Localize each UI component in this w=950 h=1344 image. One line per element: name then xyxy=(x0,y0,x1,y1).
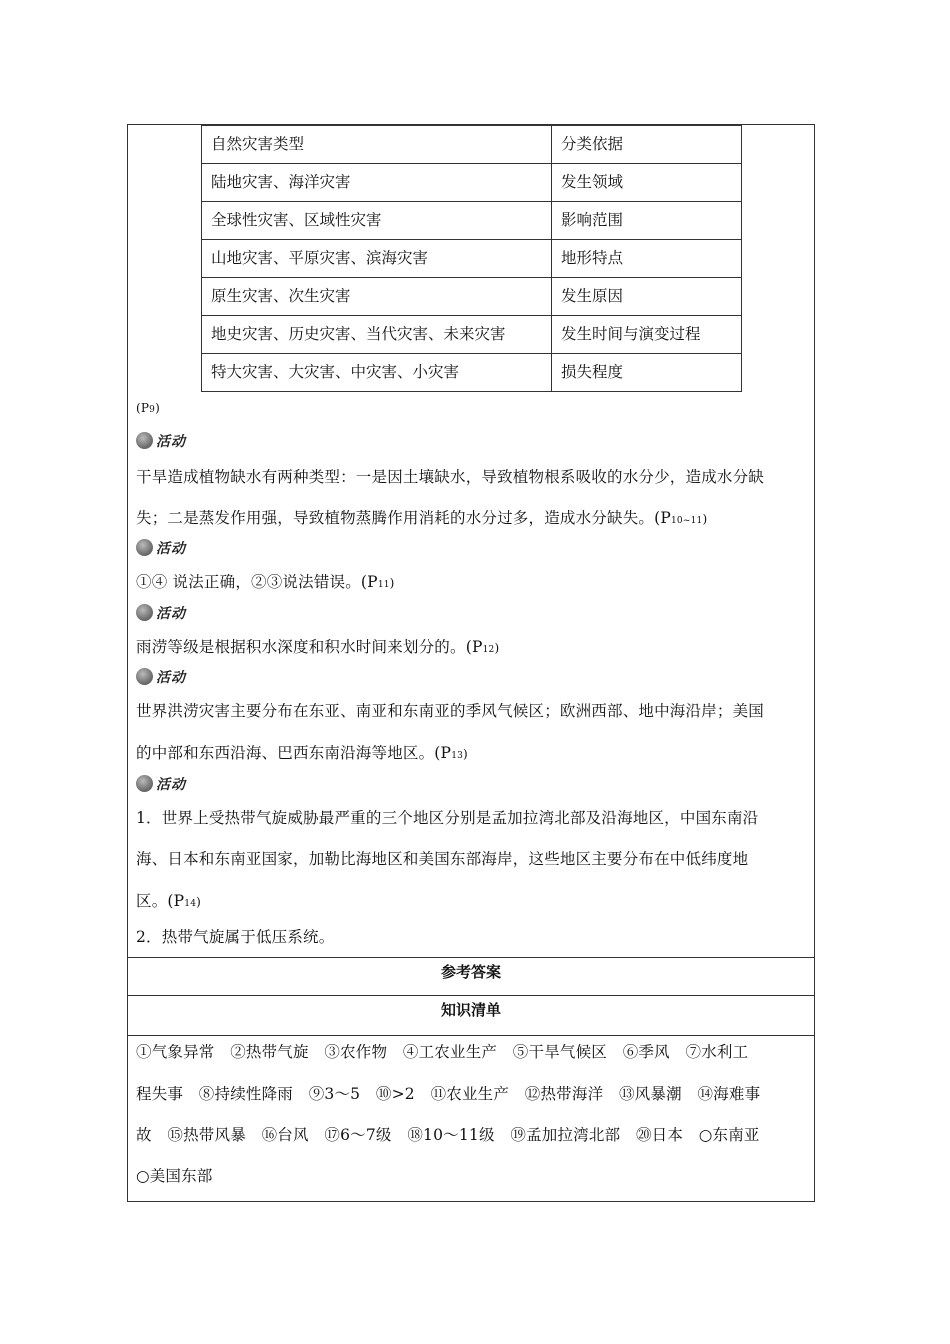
activity-label: 活动 xyxy=(156,777,186,793)
answers-line-4: ○美国东部 xyxy=(136,1167,213,1185)
answers-section xyxy=(128,1035,814,1201)
table-cell: 发生领域 xyxy=(552,164,742,202)
page-ref-number: 14 xyxy=(184,899,197,909)
activity-label: 活动 xyxy=(156,541,186,557)
table-row xyxy=(202,202,742,240)
page-ref-close: ) xyxy=(389,576,395,590)
activity-5-line-1: 1．世界上受热带气旋威胁最严重的三个地区分别是孟加拉湾北部及沿海地区，中国东南沿 xyxy=(136,809,759,827)
activity-badge xyxy=(136,431,216,449)
table-cell: 全球性灾害、区域性灾害 xyxy=(202,202,552,240)
table-cell: 发生时间与演变过程 xyxy=(552,316,742,354)
activity-label: 活动 xyxy=(156,434,186,450)
table-row xyxy=(202,278,742,316)
activity-3-line-1 xyxy=(136,635,499,657)
document-frame xyxy=(127,124,815,1202)
table-row xyxy=(202,354,742,392)
activity-label: 活动 xyxy=(156,606,186,622)
table-header-row xyxy=(202,126,742,164)
activity-3-text: 雨涝等级是根据积水深度和积水时间来划分的。(P xyxy=(136,638,483,656)
activity-5-line-2: 海、日本和东南亚国家，加勒比海地区和美国东部海岸，这些地区主要分布在中低纬度地 xyxy=(136,850,749,868)
activity-label: 活动 xyxy=(156,670,186,686)
activity-5-line-3 xyxy=(136,889,201,911)
table-cell: 原生灾害、次生灾害 xyxy=(202,278,552,316)
activity-badge xyxy=(136,538,216,556)
page-ref-number: 10~11 xyxy=(670,516,703,526)
activity-section xyxy=(128,125,814,957)
activity-4-line-2 xyxy=(136,741,468,763)
table-cell: 影响范围 xyxy=(552,202,742,240)
table-header-type: 自然灾害类型 xyxy=(202,126,552,164)
disaster-classification-table xyxy=(201,125,742,392)
page-ref-prefix: (P xyxy=(136,401,150,415)
activity-2-line-1 xyxy=(136,570,395,592)
activity-badge xyxy=(136,603,216,621)
table-cell: 山地灾害、平原灾害、滨海灾害 xyxy=(202,240,552,278)
reference-answers-header: 参考答案 xyxy=(128,957,814,995)
table-page-ref xyxy=(136,401,160,415)
answers-line-2: 程失事 ⑧持续性降雨 ⑨3～5 ⑩>2 ⑪农业生产 ⑫热带海洋 ⑬风暴潮 ⑭海难事 xyxy=(136,1085,761,1103)
page-ref-number: 11 xyxy=(377,580,390,590)
table-cell: 发生原因 xyxy=(552,278,742,316)
page-ref-close: ) xyxy=(494,641,500,655)
knowledge-list-header: 知识清单 xyxy=(128,995,814,1035)
table-header-basis: 分类依据 xyxy=(552,126,742,164)
activity-2-text: ①④ 说法正确，②③说法错误。(P xyxy=(136,573,378,591)
table-cell: 地形特点 xyxy=(552,240,742,278)
table-cell: 特大灾害、大灾害、中灾害、小灾害 xyxy=(202,354,552,392)
activity-1-text: 失；二是蒸发作用强，导致植物蒸腾作用消耗的水分过多，造成水分缺失。(P xyxy=(136,509,671,527)
globe-icon xyxy=(136,604,153,621)
page-ref-close: ) xyxy=(196,895,202,909)
page-ref-number: 13 xyxy=(451,751,464,761)
table-cell: 损失程度 xyxy=(552,354,742,392)
activity-badge xyxy=(136,774,216,792)
activity-5-line-4: 2．热带气旋属于低压系统。 xyxy=(136,928,335,946)
activity-4-text: 的中部和东西沿海、巴西东南沿海等地区。(P xyxy=(136,744,452,762)
activity-1-line-2 xyxy=(136,506,707,528)
table-row xyxy=(202,316,742,354)
page-ref-number: 12 xyxy=(482,645,495,655)
table-cell: 地史灾害、历史灾害、当代灾害、未来灾害 xyxy=(202,316,552,354)
globe-icon xyxy=(136,539,153,556)
answers-line-1: ①气象异常 ②热带气旋 ③农作物 ④工农业生产 ⑤干旱气候区 ⑥季风 ⑦水利工 xyxy=(136,1043,749,1061)
page-ref-number: 9 xyxy=(149,405,156,415)
activity-4-line-1: 世界洪涝灾害主要分布在东亚、南亚和东南亚的季风气候区；欧洲西部、地中海沿岸；美国 xyxy=(136,702,765,720)
activity-1-line-1: 干旱造成植物缺水有两种类型：一是因土壤缺水，导致植物根系吸收的水分少，造成水分缺 xyxy=(136,468,765,486)
globe-icon xyxy=(136,775,153,792)
activity-badge xyxy=(136,667,216,685)
globe-icon xyxy=(136,432,153,449)
answers-line-3: 故 ⑮热带风暴 ⑯台风 ⑰6～7级 ⑱10～11级 ⑲孟加拉湾北部 ⑳日本 ○东南亚 xyxy=(136,1126,760,1144)
table-row xyxy=(202,164,742,202)
page-ref-close: ) xyxy=(463,747,468,761)
globe-icon xyxy=(136,668,153,685)
activity-5-text: 区。(P xyxy=(136,892,185,910)
table-row xyxy=(202,240,742,278)
page-ref-close: ) xyxy=(702,512,708,526)
page-ref-close: ) xyxy=(155,401,160,415)
table-cell: 陆地灾害、海洋灾害 xyxy=(202,164,552,202)
